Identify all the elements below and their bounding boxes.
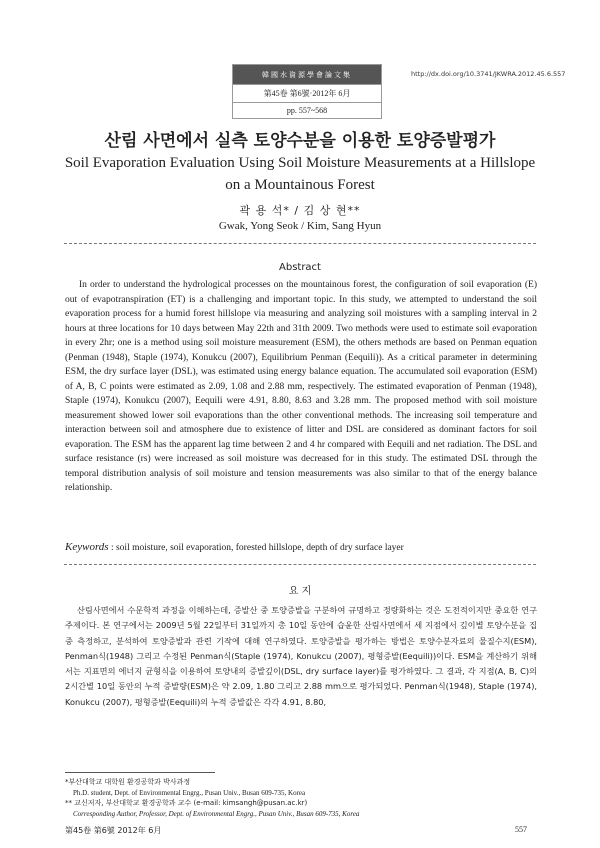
summary-heading: 요 지 [288,586,312,597]
divider [64,564,536,565]
journal-pages: pp. 557~568 [233,102,381,118]
journal-volume: 第45卷 第6號·2012年 6月 [233,84,381,102]
page-number: 557 [515,825,527,834]
summary-body: 산림사면에서 수문학적 과정을 이해하는데, 증발산 중 토양증발을 구분하여 규명하고 정량화하는 것은 도전적이지만 중요한 연구 주제이다. 본 연구에서는 2009년 5월 22일부터 31일까지 총 10일 동안에 습윤한 산림사면에서 세 지점에서 깊이별 토양수분을 집중 측정하고, 분석하여 토양증발과 관련 기작에 대해 연구하였다. 토양증발을 평가하는 방법은 토양수분자료의 물질수지(ESM), Penman식(1948) 그리고 수정된 Penman식(Staple (1974), Konukcu (2007), 평형증발(Eequili))이다. ESM을 계산하기 위해서는 지표면의 에너지 균형식을 이용하여 토양내의 증발깊이(DSL, dry surface layer)를 평가하였다. 그 결과, 각 지점(A, B, C)의 2시간별 10일 동안의 누적 증발량(ESM)은 약 2.09, 1.80 그리고 2.88 mm으로 평가되었다. Penman식(1948), Staple (1974), Konukcu (2007), 평형증발(Eequili)의 누적 증발값은 각각 4.91, 8.80, [65,605,537,707]
footnote-1-ko: *부산대학교 대학원 환경공학과 박사과정 [65,778,191,786]
title-english: Soil Evaporation Evaluation Using Soil Moisture Measurements at a Hillslope on a Mountainous Forest [64,155,536,193]
footnote-2-en: Corresponding Author, Professor, Dept. of Environmental Engrg., Pusan Univ., Busan 609-735, Korea [73,809,360,818]
authors-korean: 곽 용 석* / 김 상 현** [239,204,361,217]
divider [64,243,536,244]
authors-english: Gwak, Yong Seok / Kim, Sang Hyun [218,220,382,232]
title-korean: 산림 사면에서 실측 토양수분을 이용한 토양증발평가 [104,131,496,151]
footer-journal-issue: 第45卷 第6號 2012年 6月 [65,826,162,835]
footnote-rule [65,772,215,773]
footnote-1-en: Ph.D. student, Dept. of Environmental Engrg., Pusan Univ., Busan 609-735, Korea [73,788,306,797]
keywords-text: : soil moisture, soil evaporation, forested hillslope, depth of dry surface layer [110,543,404,553]
journal-header-box [232,64,382,119]
abstract-heading: Abstract [279,262,321,273]
footnote-2-ko: ** 교신저자, 부산대학교 환경공학과 교수 (e-mail: kimsangh@pusan.ac.kr) [65,799,308,807]
doi-link[interactable]: http://dx.doi.org/10.3741/JKWRA.2012.45.6.557 [411,70,566,78]
footnotes [65,777,537,819]
journal-name: 韓國水資源學會論文集 [233,65,381,84]
keywords-line [65,541,537,553]
keywords-label: Keywords [65,541,109,553]
abstract-body: In order to understand the hydrological processes on the mountainous forest, the configuration of soil evaporation (E) out of evapotranspiration (ET) is a challenging and important topic. In this study, we attempted to understand the soil evaporation process for a humid forest hillslope via measuring and analyzing soil moistures with a sampling interval in 2 hours at three locations for 10 days between May 22th and 31th 2009. Two methods were used to estimate soil evaporation in every 2hr; one is a method using soil moisture measurement (ESM), the others methods are based on Penman equation (Penman (1948), Staple (1974), Konukcu (2007), Equilibrium Penman (Eequili)). As a critical parameter in determining ESM, the dry surface layer (DSL), was estimated using energy balance equation. The accumulated soil evaporation (ESM) of A, B, C points were estimated as 2.09, 1.08 and 2.88 mm, respectively. The estimated evaporation of Penman (1948), Staple (1974), Konukcu (2007), Eequili were 4.91, 8.80, 8.63 and 3.28 mm. The proposed method with soil moisture measurement showed lower soil evaporations than the other conventional methods. The increasing soil temperature and interaction between soil and atmosphere due to existence of litter and DSL are considered as dominant factors for soil evaporation. The ESM has the apparent lag time between 2 and 4 hr compared with Eequili and net radiation. The DSL and surface resistance (rs) were increased as soil moisture was decreased for in this study. The estimated DSL through the temporal distribution analysis of soil moisture and tension measurements was also similar to that of the energy balance relationship. [65,280,537,493]
